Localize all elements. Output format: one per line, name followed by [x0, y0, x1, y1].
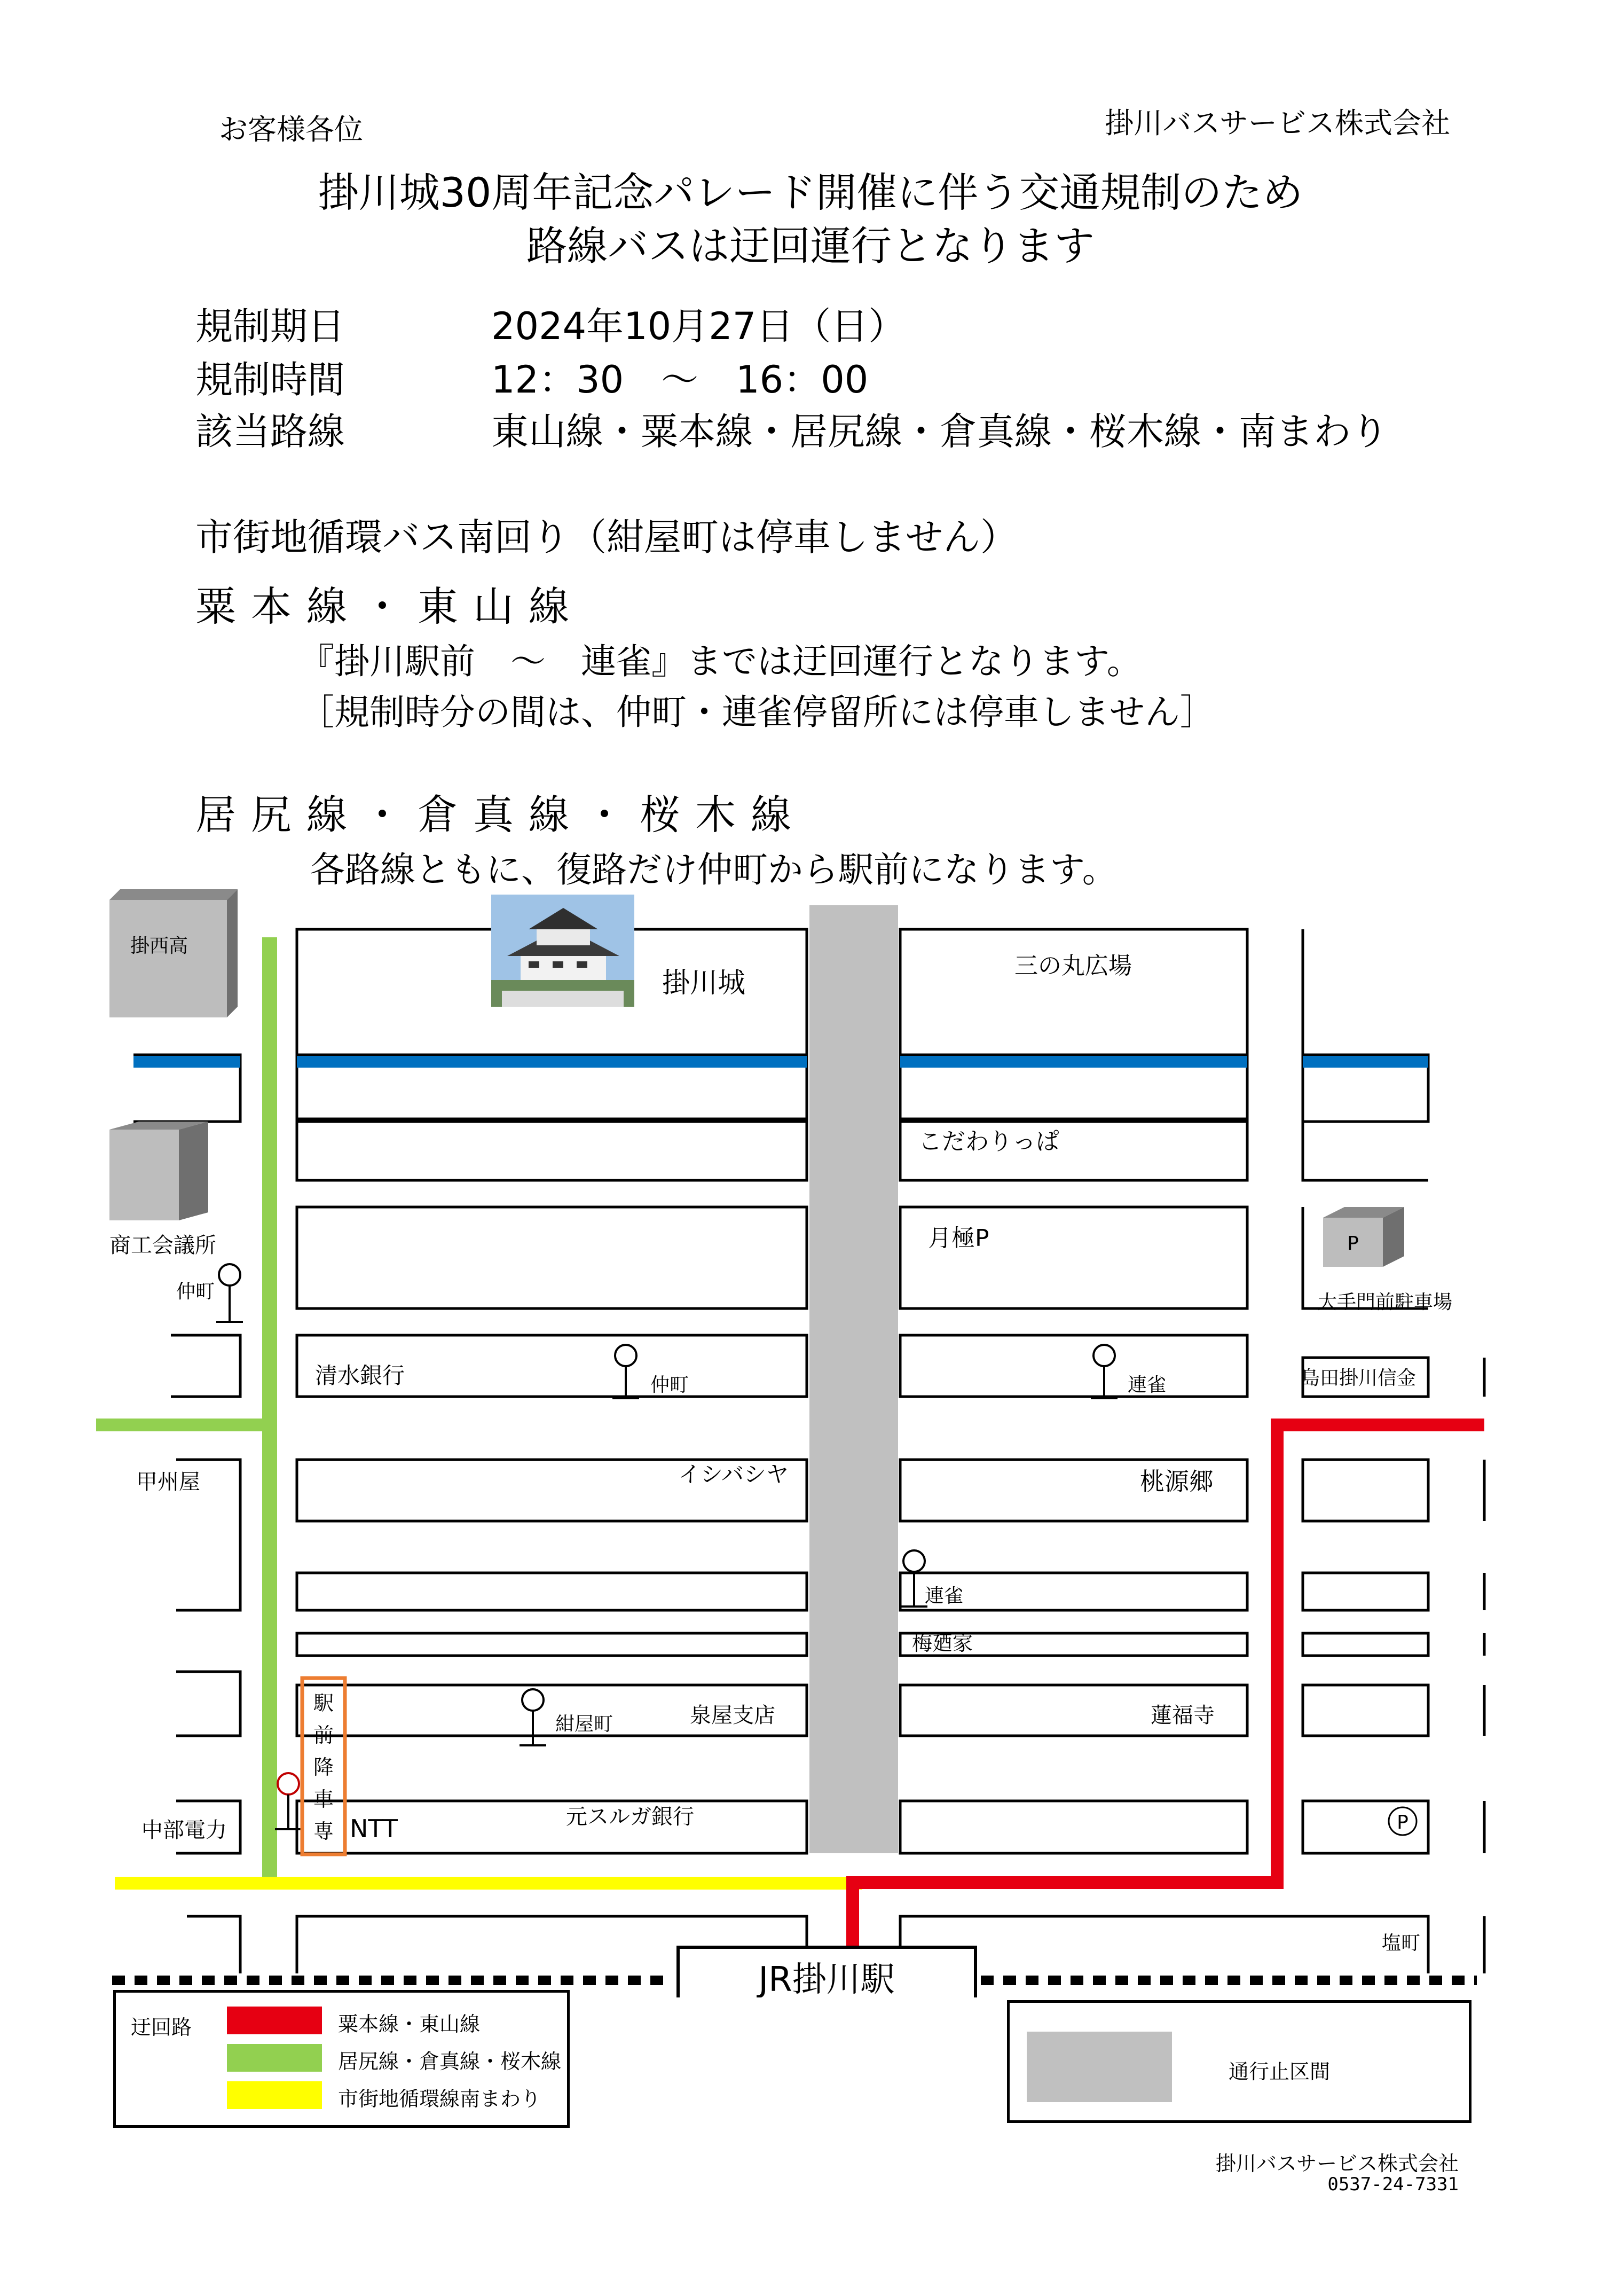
label-kodawarippa: こだわりっぱ [918, 1128, 1059, 1155]
closed-section-label: 通行止区間 [1229, 2060, 1331, 2083]
date-label: 規制期日 [195, 304, 345, 348]
closed-section-swatch [1027, 2032, 1172, 2102]
recipient: お客様各位 [219, 113, 363, 146]
date-value: 2024年10月27日（日） [491, 304, 906, 348]
label-castle: 掛川城 [662, 967, 746, 999]
label-otemon-parking: 大手門前駐車場 [1318, 1291, 1453, 1313]
building-icon [109, 1122, 208, 1220]
label-koshuya: 甲州屋 [136, 1470, 200, 1494]
label-renjaku-east: 連雀 [1128, 1374, 1167, 1396]
route-legend [113, 1990, 570, 2128]
legend-title: 迂回路 [131, 2016, 192, 2039]
label-baiteiya: 梅廼家 [912, 1632, 973, 1655]
label-konyamachi: 紺屋町 [555, 1713, 613, 1735]
label-nakamachi-stop: 仲町 [650, 1374, 689, 1396]
label-renpukuji: 蓮福寺 [1151, 1703, 1215, 1728]
bus-stop-icon [612, 1345, 639, 1398]
closed-road-section [809, 905, 898, 1853]
label-parking-letter: P [1347, 1233, 1359, 1255]
time-label: 規制時間 [195, 358, 345, 402]
loop-bus-notice: 市街地循環バス南回り（紺屋町は停車しません） [195, 515, 1018, 559]
label-ntt: NTT [350, 1814, 398, 1843]
bus-stop-icon [216, 1264, 243, 1322]
label-ishibashiya: イシバシヤ [678, 1461, 789, 1487]
label-sannomaru: 三の丸広場 [1014, 952, 1132, 979]
footer-company: 掛川バスサービス株式会社 [1215, 2152, 1459, 2175]
red-route [853, 1425, 1484, 1949]
section1-title: 粟本線・東山線 [195, 583, 584, 630]
parking-circle-letter: P [1397, 1812, 1408, 1833]
routes-value: 東山線・粟本線・居尻線・倉真線・桜木線・南まわり [491, 410, 1388, 453]
river-segment [1303, 1056, 1428, 1068]
section1-line2: ［規制時分の間は、仲町・連雀停留所には停車しません］ [299, 692, 1215, 733]
legend-label: 粟本線・東山線 [338, 2012, 481, 2036]
label-chamber-of-commerce: 商工会議所 [109, 1233, 216, 1258]
time-value: 12：30 ～ 16：00 [491, 358, 869, 402]
building-icon [1323, 1207, 1404, 1267]
notice-title-line2: 路線バスは迂回運行となります [526, 222, 1095, 270]
river-segment [297, 1056, 807, 1068]
legend-swatch [227, 2044, 322, 2072]
block-edge [1303, 929, 1428, 1065]
label-tsukikiwa-p: 月極P [928, 1225, 989, 1252]
legend-swatch [227, 2007, 322, 2034]
label-suruga-bank: 元スルガ銀行 [566, 1805, 694, 1829]
label-shimada-kakegawa-shinkin: 島田掛川信金 [1301, 1367, 1417, 1389]
section1-line1: 『掛川駅前 ～ 連雀』までは迂回運行となります。 [299, 641, 1142, 682]
notice-title-line1: 掛川城30周年記念パレード開催に伴う交通規制のため [318, 169, 1303, 216]
section2-line1: 各路線ともに、復路だけ仲町から駅前になります。 [310, 849, 1118, 890]
block-sannomaru [900, 929, 1247, 1065]
label-shimizu-bank: 清水銀行 [315, 1362, 405, 1389]
legend-swatch [227, 2081, 322, 2109]
river-segment [133, 1056, 240, 1068]
label-shiomachi: 塩町 [1382, 1932, 1421, 1954]
label-tougenkyo: 桃源郷 [1140, 1467, 1214, 1496]
company-name: 掛川バスサービス株式会社 [1105, 106, 1450, 140]
jr-station-label: JR掛川駅 [758, 1960, 895, 1997]
drop-off-only-label: 駅前降車専 [313, 1691, 334, 1843]
footer-phone: 0537-24-7331 [1327, 2174, 1459, 2195]
bus-stop-icon [1091, 1345, 1118, 1398]
label-nakamachi-west: 仲町 [176, 1281, 215, 1303]
closed-section-legend [1007, 2000, 1472, 2123]
legend-label: 居尻線・倉真線・桜木線 [338, 2050, 562, 2073]
label-renjaku-center: 連雀 [925, 1585, 964, 1607]
bus-stop-icon [901, 1550, 927, 1607]
label-kakenishi-high: 掛西高 [130, 935, 188, 957]
detour-map [0, 876, 1621, 1997]
river-segment [900, 1056, 1247, 1068]
section2-title: 居尻線・倉真線・桜木線 [195, 791, 806, 839]
label-chubu-electric: 中部電力 [141, 1818, 227, 1843]
label-izumiya: 泉屋支店 [690, 1703, 775, 1728]
legend-label: 市街地循環線南まわり [338, 2087, 541, 2111]
castle-photo [491, 895, 634, 1007]
routes-label: 該当路線 [195, 410, 345, 453]
